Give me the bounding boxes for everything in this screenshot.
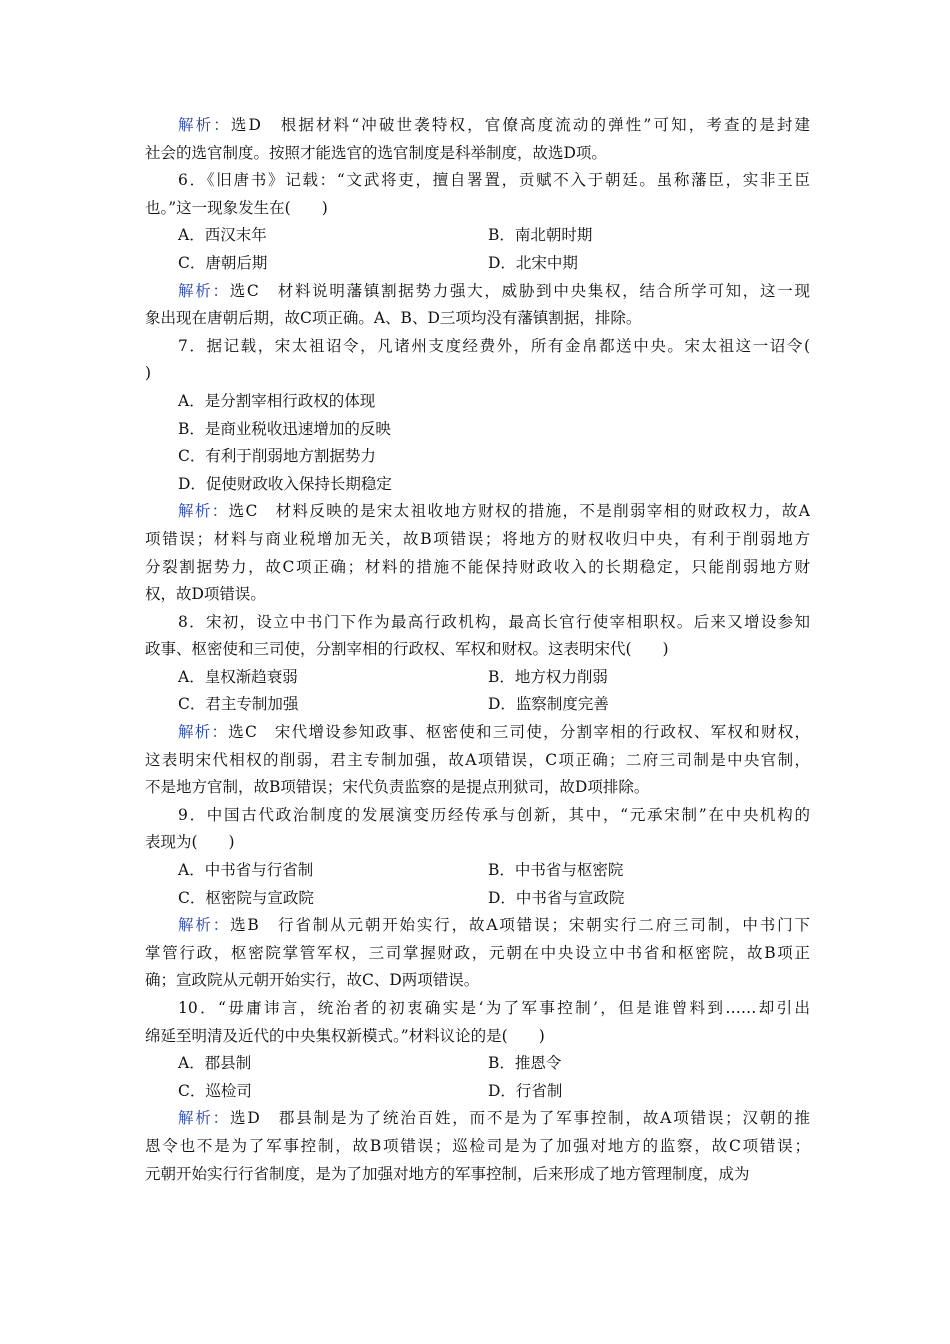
analysis-line: [145, 278, 810, 306]
option-row: [145, 1078, 810, 1106]
answer-option: [145, 471, 810, 499]
analysis-line: [145, 526, 810, 554]
analysis-block: [145, 278, 810, 333]
analysis-line: [145, 140, 810, 168]
answer-option: B．地方权力削弱: [488, 667, 608, 686]
analysis-block: [145, 912, 810, 995]
analysis-line: [145, 498, 810, 526]
line-text: 8．宋初，设立中书门下作为最高行政机构，最高长官行使宰相职权。后来又增设参知: [178, 612, 810, 631]
option-row: [145, 250, 810, 278]
analysis-line: [145, 1161, 810, 1189]
answer-option: D．行省制: [488, 1081, 563, 1100]
question-line: [145, 333, 810, 361]
option-text: A．是分割宰相行政权的体现: [178, 391, 376, 410]
analysis-line: [145, 912, 810, 940]
line-text: 不是地方官制，故B项错误；宋代负责监察的是提点刑狱司，故D项排除。: [145, 778, 650, 797]
option-row: [145, 691, 810, 719]
question-line: [145, 802, 810, 830]
question-line: [145, 1023, 810, 1051]
answer-option: C．君主专制加强: [178, 695, 299, 714]
question-line: [145, 167, 810, 195]
analysis-line: [145, 554, 810, 582]
option-text: B．是商业税收迅速增加的反映: [178, 419, 391, 438]
analysis-line: [145, 747, 810, 775]
question-line: [145, 195, 810, 223]
analysis-block: [145, 112, 810, 167]
answer-option: B．推恩令: [488, 1054, 562, 1073]
analysis-line: [145, 967, 810, 995]
analysis-line: [145, 112, 810, 140]
line-text: 10．“毋庸讳言，统治者的初衷确实是‘为了军事控制’，但是谁曾料到……却引出: [178, 999, 810, 1017]
question-line: [145, 609, 810, 637]
line-text: 社会的选官制度。按照才能选官的选官制度是科举制度，故选D项。: [145, 143, 607, 162]
answer-option: D．监察制度完善: [488, 695, 609, 714]
line-text: 权，故D项错误。: [145, 585, 266, 604]
option-row: [145, 885, 810, 913]
question-line: [145, 636, 810, 664]
line-text: 选C 材料说明藩镇割据势力强大，威胁到中央集权，结合所学可知，这一现: [229, 281, 810, 300]
line-text: 确；宣政院从元朝开始实行，故C、D两项错误。: [145, 971, 480, 990]
analysis-label: 解析：: [178, 502, 229, 521]
answer-option: A．皇权渐趋衰弱: [178, 667, 298, 686]
analysis-block: [145, 719, 810, 802]
line-text: 分裂割据势力，故C项正确；材料的措施不能保持财政收入的长期稳定，只能削弱地方财: [145, 557, 810, 576]
line-text: 选C 材料反映的是宋太祖收地方财权的措施，不是削弱宰相的财政权力，故A: [228, 502, 810, 521]
analysis-label: 解析：: [178, 116, 231, 134]
option-row: [145, 222, 810, 250]
document-body: [145, 112, 810, 1188]
answer-option: C．巡检司: [178, 1081, 252, 1100]
line-text: 选D 郡县制是为了统治百姓，而不是为了军事控制，故A项错误；汉朝的推: [230, 1109, 810, 1128]
analysis-label: 解析：: [178, 723, 229, 742]
line-text: 恩令也不是为了军事控制，故B项错误；巡检司是为了加强对地方的监察，故C项错误；: [145, 1136, 810, 1155]
question-line: [145, 995, 810, 1023]
analysis-label: 解析：: [178, 1109, 230, 1128]
answer-option: D．中书省与宣政院: [488, 888, 625, 907]
analysis-line: [145, 1133, 810, 1161]
answer-option: [145, 416, 810, 444]
line-text: 选B 行省制从元朝开始实行，故A项错误；宋朝实行二府三司制，中书门下: [230, 916, 810, 935]
question-line: [145, 360, 810, 388]
question-block: [145, 167, 810, 222]
analysis-line: [145, 581, 810, 609]
analysis-block: [145, 1105, 810, 1188]
option-text: C．有利于削弱地方割据势力: [178, 447, 376, 466]
answer-option: A．西汉末年: [178, 226, 267, 245]
question-block: [145, 995, 810, 1050]
answer-option: B．中书省与枢密院: [488, 861, 624, 880]
analysis-line: [145, 774, 810, 802]
answer-option: [145, 388, 810, 416]
analysis-line: [145, 719, 810, 747]
line-text: 象出现在唐朝后期，故C项正确。A、B、D三项均没有藩镇割据，排除。: [145, 309, 642, 328]
line-text: 9．中国古代政治制度的发展演变历经传承与创新，其中，“元承宋制”在中央机构的: [178, 805, 810, 824]
question-block: [145, 802, 810, 857]
answer-option: D．北宋中期: [488, 253, 578, 272]
option-row: [145, 664, 810, 692]
question-line: [145, 829, 810, 857]
line-text: 也。”这一现象发生在( ): [145, 198, 328, 217]
line-text: 元朝开始实行行省制度，是为了加强对地方的军事控制，后来形成了地方管理制度，成为: [145, 1164, 750, 1183]
option-row: [145, 1050, 810, 1078]
line-text: 这表明宋代相权的削弱，君主专制加强，故A项错误，C项正确；二府三司制是中央官制，: [145, 750, 810, 769]
answer-option: A．郡县制: [178, 1054, 252, 1073]
line-text: 政事、枢密使和三司使，分割宰相的行政权、军权和财权。这表明宋代( ): [145, 640, 669, 659]
answer-option: C．枢密院与宣政院: [178, 888, 314, 907]
answer-option: [145, 443, 810, 471]
line-text: 掌管行政，枢密院掌管军权，三司掌握财政，元朝在中央设立中书省和枢密院，故B项正: [145, 943, 810, 962]
line-text: 选C 宋代增设参知政事、枢密使和三司使，分割宰相的行政权、军权和财权，: [228, 723, 810, 742]
line-text: 7．据记载，宋太祖诏令，凡诸州支度经费外，所有金帛都送中央。宋太祖这一诏令(: [178, 336, 810, 355]
line-text: 绵延至明清及近代的中央集权新模式。”材料议论的是( ): [145, 1026, 545, 1045]
answer-option: C．唐朝后期: [178, 253, 268, 272]
line-text: 6．《旧唐书》记载：“文武将吏，擅自署置，贡赋不入于朝廷。虽称藩臣，实非王臣: [178, 171, 810, 190]
option-text: D．促使财政收入保持长期稳定: [178, 474, 392, 493]
question-block: [145, 333, 810, 388]
line-text: ): [145, 364, 152, 383]
analysis-line: [145, 940, 810, 968]
line-text: 项错误；材料与商业税增加无关，故B项错误；将地方的财权收归中央，有利于削弱地方: [145, 529, 810, 548]
analysis-line: [145, 1105, 810, 1133]
line-text: 选D 根据材料“冲破世袭特权，官僚高度流动的弹性”可知，考查的是封建: [230, 116, 810, 134]
line-text: 表现为( ): [145, 833, 235, 852]
answer-option: A．中书省与行省制: [178, 861, 314, 880]
analysis-label: 解析：: [178, 281, 230, 300]
analysis-label: 解析：: [178, 916, 231, 935]
answer-option: B．南北朝时期: [488, 226, 593, 245]
analysis-block: [145, 498, 810, 608]
analysis-line: [145, 305, 810, 333]
option-row: [145, 857, 810, 885]
question-block: [145, 609, 810, 664]
